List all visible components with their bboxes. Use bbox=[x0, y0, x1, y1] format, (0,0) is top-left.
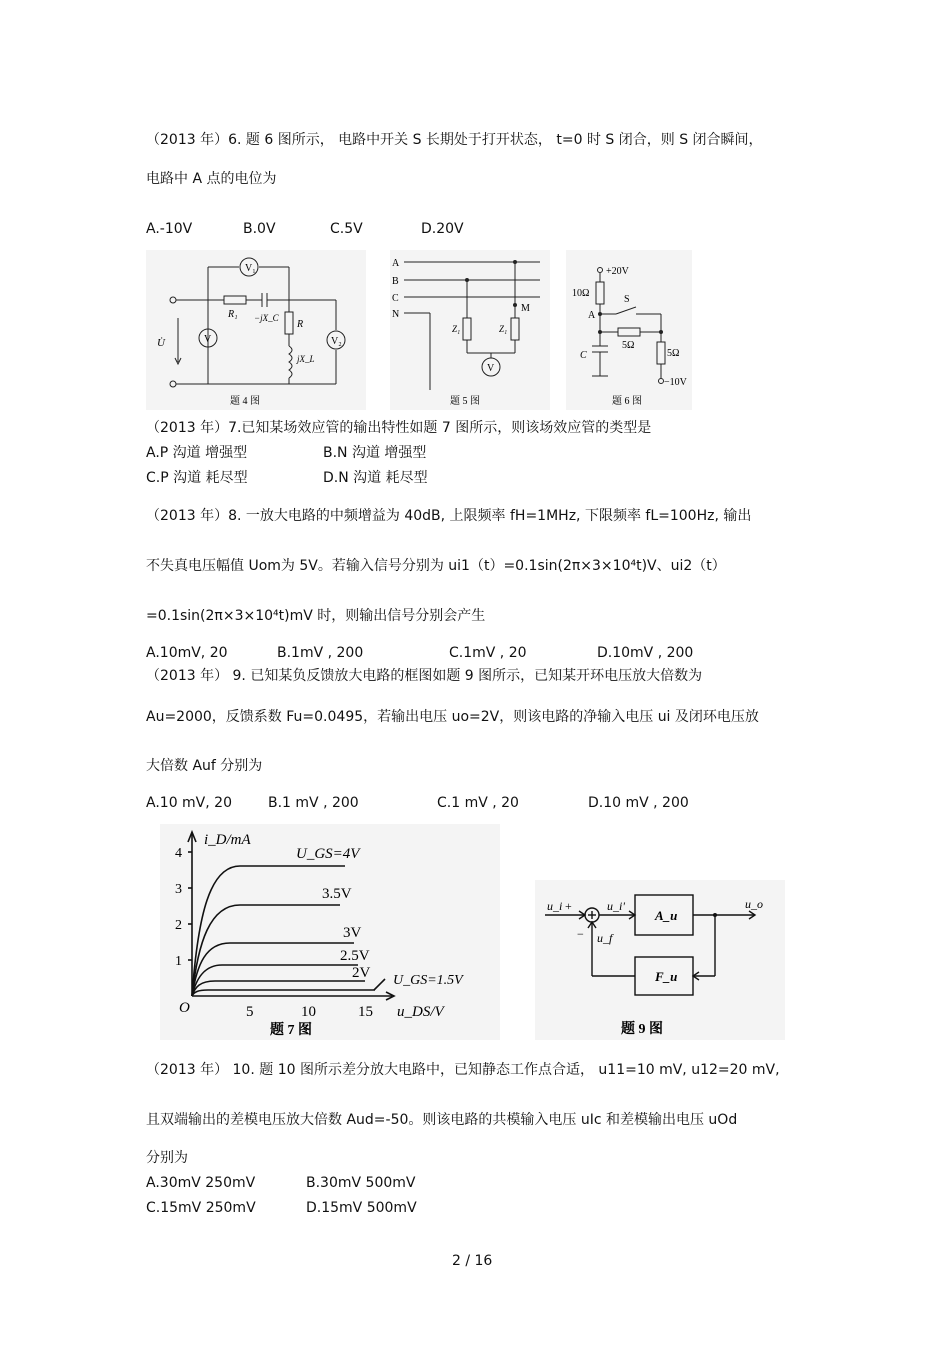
fig4-v2-label: V₂ bbox=[331, 336, 342, 347]
fig7-curve-1-5v: U_GS=1.5V bbox=[393, 973, 463, 988]
fig7-caption: 题 7 图 bbox=[270, 1023, 312, 1038]
fig7-curve-3-5v: 3.5V bbox=[322, 886, 352, 902]
fig9-minus-label: − bbox=[577, 927, 584, 941]
fig7-ytick-4: 4 bbox=[175, 846, 182, 861]
fig6-r10-label: 10Ω bbox=[572, 288, 590, 299]
fig7-ytick-3: 3 bbox=[175, 882, 182, 897]
q8-line3: =0.1sin(2π×3×10⁴t)mV 时，则输出信号分别会产生 bbox=[146, 608, 486, 624]
q10-line1: （2013 年） 10. 题 10 图所示差分放大电路中，已知静态工作点合适， u11=10 mV, u12=20 mV, bbox=[146, 1062, 780, 1078]
fig7-xtick-10: 10 bbox=[301, 1004, 316, 1020]
q10-option-d: D.15mV 500mV bbox=[306, 1200, 417, 1216]
fig9-uo-label: u_o bbox=[745, 897, 763, 911]
q6-line1: （2013 年）6. 题 6 图所示， 电路中开关 S 长期处于打开状态， t=0 时 S 闭合，则 S 闭合瞬间， bbox=[146, 132, 763, 148]
q10-option-b: B.30mV 500mV bbox=[306, 1175, 416, 1191]
fig6-caption: 题 6 图 bbox=[612, 396, 642, 407]
fig9-fu-label: F_u bbox=[655, 969, 678, 984]
fig4-r-label: R bbox=[297, 319, 304, 330]
fig5-m-label: M bbox=[521, 303, 530, 314]
q7-option-b: B.N 沟道 增强型 bbox=[323, 445, 427, 461]
fig6-s-label: S bbox=[624, 294, 630, 305]
fig9-ui-label: u_i bbox=[547, 899, 563, 913]
fig6-a-label: A bbox=[588, 310, 596, 321]
q9-line3: 大倍数 Auf 分别为 bbox=[146, 758, 263, 774]
q7-line1: （2013 年）7.已知某场效应管的输出特性如题 7 图所示，则该场效应管的类型是 bbox=[146, 420, 652, 436]
q6-option-d: D.20V bbox=[421, 221, 464, 237]
fig6-p20-label: +20V bbox=[606, 266, 629, 277]
figure-5 bbox=[390, 250, 550, 410]
q9-option-d: D.10 mV , 200 bbox=[588, 795, 689, 811]
q10-option-c: C.15mV 250mV bbox=[146, 1200, 256, 1216]
fig4-v1-label: V₁ bbox=[245, 263, 256, 274]
fig9-uf-label: u_f bbox=[597, 931, 613, 945]
q8-option-c: C.1mV , 20 bbox=[449, 645, 527, 661]
fig4-r1-label: R₁ bbox=[228, 309, 238, 320]
fig7-curve-3v: 3V bbox=[343, 925, 362, 941]
q10-option-a: A.30mV 250mV bbox=[146, 1175, 256, 1191]
fig6-c-label: C bbox=[580, 350, 587, 361]
fig7-curve-2-5v: 2.5V bbox=[340, 948, 370, 964]
q7-option-d: D.N 沟道 耗尽型 bbox=[323, 470, 428, 486]
fig5-c-label: C bbox=[392, 293, 399, 304]
fig9-plus-label: + bbox=[565, 899, 572, 913]
fig7-origin: O bbox=[179, 1000, 190, 1016]
fig7-xlabel: u_DS/V bbox=[397, 1004, 444, 1020]
q9-line1: （2013 年） 9. 已知某负反馈放大电路的框图如题 9 图所示，已知某开环电压放大倍数为 bbox=[146, 668, 703, 684]
q8-line1: （2013 年）8. 一放大电路的中频增益为 40dB, 上限频率 fH=1MHz, 下限频率 fL=100Hz, 输出 bbox=[146, 508, 752, 524]
fig6-r5a-label: 5Ω bbox=[622, 340, 635, 351]
q6-line2: 电路中 A 点的电位为 bbox=[146, 171, 277, 187]
q6-option-c: C.5V bbox=[330, 221, 363, 237]
fig5-caption: 题 5 图 bbox=[450, 396, 480, 407]
q10-line2: 且双端输出的差模电压放大倍数 Aud=-50。则该电路的共模输入电压 uIc 和差模输出电压 uOd bbox=[146, 1112, 738, 1128]
fig7-ytick-1: 1 bbox=[175, 954, 182, 969]
q9-line2: Au=2000，反馈系数 Fu=0.0495，若输出电压 uo=2V，则该电路的净输入电压 ui 及闭环电压放 bbox=[146, 709, 759, 725]
q9-option-a: A.10 mV, 20 bbox=[146, 795, 232, 811]
fig7-ylabel: i_D/mA bbox=[204, 832, 251, 848]
q6-option-b: B.0V bbox=[243, 221, 276, 237]
fig7-ytick-2: 2 bbox=[175, 918, 182, 933]
fig9-uip-label: u_i' bbox=[607, 899, 625, 913]
q7-option-a: A.P 沟道 增强型 bbox=[146, 445, 248, 461]
q8-option-d: D.10mV , 200 bbox=[597, 645, 694, 661]
q10-line3: 分别为 bbox=[146, 1150, 188, 1166]
fig9-au-label: A_u bbox=[655, 908, 678, 923]
fig7-curve-4v: U_GS=4V bbox=[296, 846, 360, 862]
figure-4 bbox=[146, 250, 366, 410]
fig5-n-label: N bbox=[392, 309, 400, 320]
fig4-u-label: U̇ bbox=[157, 337, 165, 349]
fig5-z1a-label: Z₁ bbox=[452, 324, 461, 334]
q8-option-a: A.10mV, 20 bbox=[146, 645, 228, 661]
q7-option-c: C.P 沟道 耗尽型 bbox=[146, 470, 248, 486]
figure-9 bbox=[535, 880, 785, 1040]
page-number: 2 / 16 bbox=[452, 1253, 493, 1269]
fig4-xc-label: −jX_C bbox=[254, 313, 279, 323]
fig9-caption: 题 9 图 bbox=[621, 1022, 663, 1037]
q8-line2: 不失真电压幅值 Uom为 5V。若输入信号分别为 ui1（t）=0.1sin(2π×3×10⁴t)V、ui2（t） bbox=[146, 558, 726, 574]
q9-option-c: C.1 mV , 20 bbox=[437, 795, 519, 811]
fig5-v-label: V bbox=[487, 363, 495, 374]
fig5-a-label: A bbox=[392, 258, 400, 269]
fig4-xl-label: jX_L bbox=[297, 354, 315, 364]
fig6-m10-label: −10V bbox=[664, 377, 687, 388]
fig7-xtick-5: 5 bbox=[246, 1004, 254, 1020]
figure-6 bbox=[566, 250, 692, 410]
q6-option-a: A.-10V bbox=[146, 221, 193, 237]
fig5-b-label: B bbox=[392, 276, 399, 287]
fig4-v-label: V bbox=[204, 334, 212, 345]
q8-option-b: B.1mV , 200 bbox=[277, 645, 364, 661]
fig5-z1b-label: Z₁ bbox=[499, 324, 508, 334]
figure-7 bbox=[160, 824, 500, 1040]
fig7-xtick-15: 15 bbox=[358, 1004, 373, 1020]
fig7-curve-2v: 2V bbox=[352, 965, 371, 981]
fig4-caption: 题 4 图 bbox=[230, 396, 260, 407]
q9-option-b: B.1 mV , 200 bbox=[268, 795, 359, 811]
fig6-r5b-label: 5Ω bbox=[667, 348, 680, 359]
